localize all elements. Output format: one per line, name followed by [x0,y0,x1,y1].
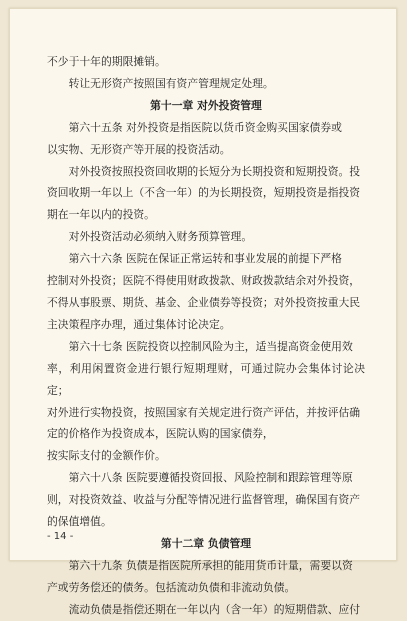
text-line: 定的价格作为投资成本，医院认购的国家债券， [47,427,274,441]
text-line: 期在一年以内的投资。 [47,208,155,222]
text-line: 流动负债是指偿还期在一年以内（含一年）的短期借款、应付 [68,602,361,616]
text-line: 以实物、无形资产等开展的投资活动。 [47,142,231,156]
chapter-heading: 第十一章 对外投资管理 [150,98,262,112]
text-line: 控制对外投资；医院不得使用财政拨款、财政拨款结余对外投资， [47,274,361,288]
text-line: 第六十五条 对外投资是指医院以货币资金购买国家债券或 [68,120,342,134]
text-line: 对外投资活动必须纳入财务预算管理。 [68,230,253,244]
text-line: 资回收期一年以上（不含一年）的为长期投资，短期投资是指投资 [47,186,361,200]
text-line: 第六十六条 医院在保证正常运转和事业发展的前提下严格 [68,252,342,266]
text-line: 第六十七条 医院投资以控制风险为主，适当提高资金使用效 [68,339,353,353]
text-line: 第六十九条 负债是指医院所承担的能用货币计量，需要以资 [68,558,353,572]
text-line: 率，利用闲置资金进行银行短期理财，可通过院办会集体讨论决定； [47,361,365,397]
text-line: 按实际支付的金额作价。 [47,449,166,463]
document-body [47,51,365,621]
text-line: 第六十八条 医院要遵循投资回报、风险控制和跟踪管理等原 [68,471,353,485]
chapter-heading: 第十二章 负债管理 [160,536,252,550]
page-number: - 14 - [47,531,74,542]
text-line: 产或劳务偿还的债务。包括流动负债和非流动负债。 [47,580,296,594]
text-line: 转让无形资产按照国有资产管理规定处理。 [68,76,274,90]
text-line: 对外进行实物投资，按照国家有关规定进行资产评估，并按评估确 [47,405,361,419]
document-page [9,8,397,616]
text-line: 的保值增值。 [47,515,112,529]
text-line: 不得从事股票、期货、基金、企业债券等投资；对外投资按重大民 [47,295,361,309]
text-line: 则，对投资效益、收益与分配等情况进行监督管理，确保国有资产 [47,493,361,507]
text-line: 对外投资按照投资回收期的长短分为长期投资和短期投资。投 [68,164,361,178]
text-line: 主决策程序办理，通过集体讨论决定。 [47,317,231,331]
text-line: 不少于十年的期限摊销。 [47,55,166,68]
